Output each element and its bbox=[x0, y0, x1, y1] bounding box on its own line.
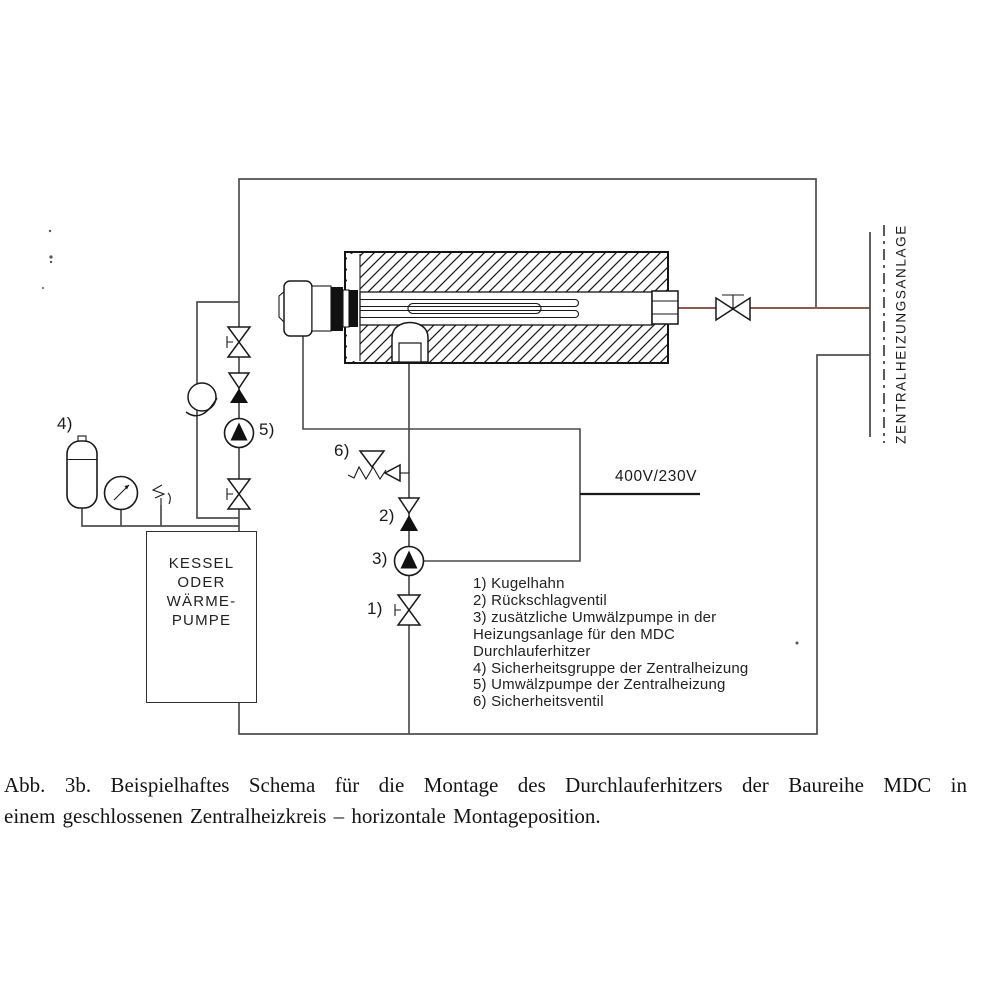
pipe-safety-group bbox=[82, 505, 239, 526]
boiler-box-line: ODER bbox=[177, 574, 226, 591]
vent-valve-symbol bbox=[153, 485, 170, 505]
heater-outlet-channel bbox=[399, 343, 421, 362]
callout-2: 2) bbox=[379, 506, 395, 525]
boiler-box-line: PUMPE bbox=[171, 612, 232, 629]
expansion-vessel-symbol bbox=[67, 436, 97, 508]
callout-5: 5) bbox=[259, 420, 275, 439]
shutoff-valve-symbol-hot bbox=[716, 295, 750, 320]
heater-right-fitting bbox=[652, 291, 678, 324]
legend-line: 5) Umwälzpumpe der Zentralheizung bbox=[473, 676, 726, 694]
legend bbox=[473, 576, 823, 711]
legend-line: 4) Sicherheitsgruppe der Zentralheizung bbox=[473, 659, 749, 677]
voltage-label: 400V/230V bbox=[615, 468, 698, 485]
pressure-gauge-symbol bbox=[105, 477, 138, 510]
callout-4: 4) bbox=[57, 414, 73, 433]
check-valve-symbol-left bbox=[229, 373, 249, 403]
caption-line-2: einem geschlossenen Zentralheizkreis – horizontale Montageposition. bbox=[4, 803, 601, 828]
boiler-box-line: KESSEL bbox=[168, 555, 235, 572]
boiler-box bbox=[146, 531, 257, 703]
ball-valve-symbol-1 bbox=[395, 595, 420, 625]
heater-unit-drawing bbox=[279, 252, 678, 363]
legend-line: Heizungsanlage für den MDC bbox=[473, 625, 675, 643]
pump-symbol-5 bbox=[225, 419, 254, 448]
gravity-brake-symbol bbox=[186, 383, 217, 416]
pump-symbol-3 bbox=[395, 547, 424, 576]
caption-line-1: Abb. 3b. Beispielhaftes Schema für die Montage des Durchlauferhitzers der Baureihe MDC in bbox=[4, 773, 967, 797]
legend-line: Durchlauferhitzer bbox=[473, 642, 591, 660]
callout-1: 1) bbox=[367, 599, 383, 618]
safety-valve-symbol-6 bbox=[348, 451, 409, 481]
callout-3: 3) bbox=[372, 549, 388, 568]
callout-6: 6) bbox=[334, 441, 350, 460]
figure-caption bbox=[4, 770, 967, 831]
legend-line: 3) zusätzliche Umwälzpumpe in der bbox=[473, 608, 717, 626]
legend-line: 6) Sicherheitsventil bbox=[473, 693, 604, 711]
legend-line: 2) Rückschlagventil bbox=[473, 591, 607, 609]
legend-line: 1) Kugelhahn bbox=[473, 575, 565, 592]
boiler-box-line: WÄRME- bbox=[166, 593, 237, 610]
ball-valve-symbol-bottom bbox=[227, 479, 250, 509]
heater-chamber bbox=[360, 292, 652, 325]
ball-valve-symbol-top bbox=[227, 327, 250, 357]
central-heating-label: ZENTRALHEIZUNGSANLAGE bbox=[893, 224, 909, 444]
